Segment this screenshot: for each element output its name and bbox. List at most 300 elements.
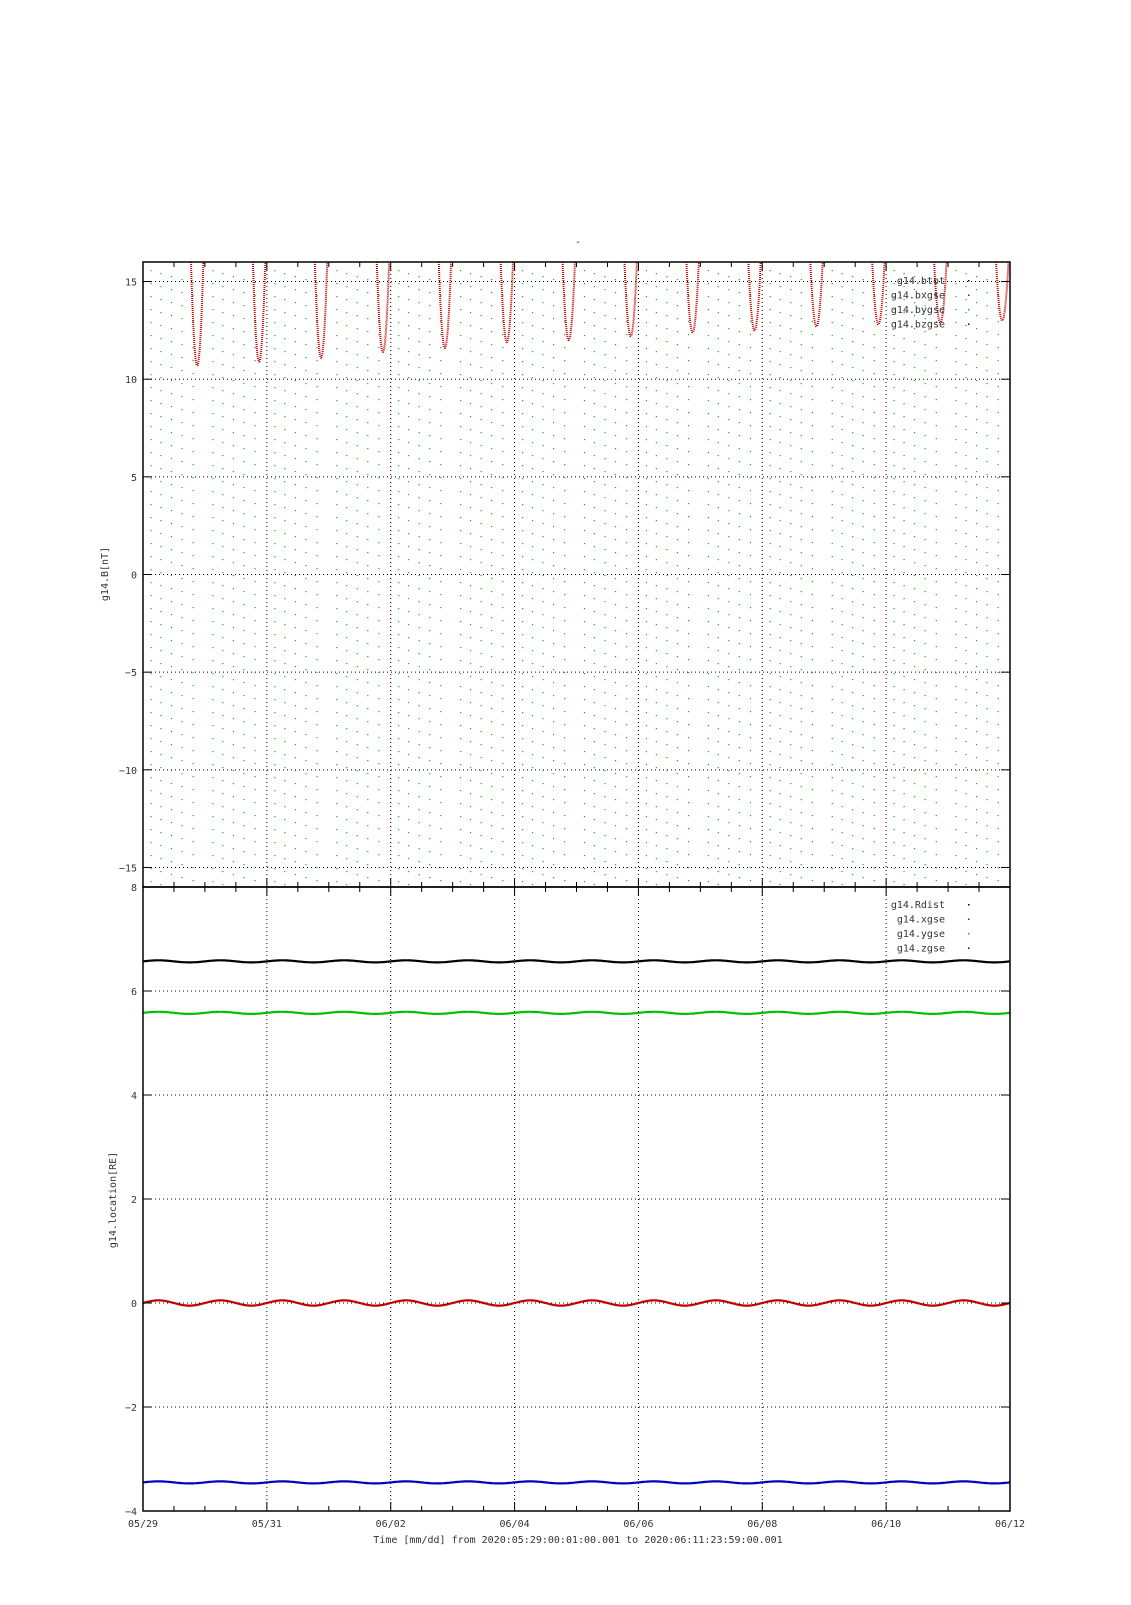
bygse-point: [481, 588, 482, 589]
bygse-point: [181, 396, 182, 397]
bygse-point: [212, 842, 213, 843]
bygse-point: [440, 399, 441, 400]
bygse-point: [491, 630, 492, 631]
bygse-point: [894, 660, 895, 661]
bygse-point: [842, 650, 843, 651]
bygse-point: [718, 845, 719, 846]
bygse-point: [212, 829, 213, 830]
bygse-point: [832, 842, 833, 843]
bygse-point: [594, 702, 595, 703]
bygse-point: [925, 383, 926, 384]
bygse-point: [718, 455, 719, 456]
bygse-point: [790, 822, 791, 823]
bygse-point: [295, 497, 296, 498]
bygse-point: [193, 503, 194, 504]
bygse-point: [274, 361, 275, 362]
bygse-point: [894, 491, 895, 492]
bygse-point: [346, 481, 347, 482]
bygse-point: [553, 526, 554, 527]
bygse-point: [564, 542, 565, 543]
bygse-point: [378, 386, 379, 387]
bygse-point: [718, 442, 719, 443]
bygse-point: [367, 435, 368, 436]
bygse-point: [532, 442, 533, 443]
bygse-point: [780, 663, 781, 664]
bygse-point: [790, 809, 791, 810]
bygse-point: [564, 724, 565, 725]
bygse-point: [739, 630, 740, 631]
bygse-point: [728, 354, 729, 355]
bygse-point: [874, 867, 875, 868]
bygse-point: [502, 763, 503, 764]
bygse-point: [429, 877, 430, 878]
bygse-point: [542, 822, 543, 823]
bygse-point: [812, 542, 813, 543]
bygse-point: [532, 624, 533, 625]
bygse-point: [728, 315, 729, 316]
bygse-point: [708, 400, 709, 401]
bygse-point: [615, 682, 616, 683]
bygse-point: [532, 832, 533, 833]
bygse-point: [150, 322, 151, 323]
bygse-point: [419, 341, 420, 342]
bygse-point: [357, 497, 358, 498]
bygse-point: [491, 864, 492, 865]
bygse-point: [594, 507, 595, 508]
bygse-point: [615, 487, 616, 488]
bygse-point: [470, 832, 471, 833]
bygse-point: [212, 426, 213, 427]
bygse-point: [222, 351, 223, 352]
bygse-point: [274, 569, 275, 570]
bygse-point: [502, 555, 503, 556]
bygse-point: [656, 767, 657, 768]
bygse-point: [440, 451, 441, 452]
bygse-point: [378, 529, 379, 530]
bygse-point: [440, 659, 441, 660]
bygse-point: [542, 289, 543, 290]
bygse-point: [626, 542, 627, 543]
bygse-point: [728, 445, 729, 446]
bygse-point: [708, 309, 709, 310]
bygse-point: [150, 478, 151, 479]
bygse-point: [491, 643, 492, 644]
bygse-point: [336, 855, 337, 856]
bygse-point: [728, 289, 729, 290]
bygse-point: [976, 653, 977, 654]
bygse-point: [965, 351, 966, 352]
bygse-point: [615, 513, 616, 514]
bygse-point: [708, 413, 709, 414]
bygse-point: [295, 731, 296, 732]
bygse-point: [770, 608, 771, 609]
bygse-point: [522, 595, 523, 596]
bygse-point: [274, 790, 275, 791]
bygse-point: [243, 435, 244, 436]
bygse-point: [212, 283, 213, 284]
bygse-point: [863, 331, 864, 332]
bygse-point: [274, 543, 275, 544]
bygse-point: [604, 666, 605, 667]
bygse-point: [894, 790, 895, 791]
bygse-point: [564, 867, 565, 868]
bygse-point: [832, 582, 833, 583]
bygse-point: [357, 406, 358, 407]
bygse-point: [254, 880, 255, 881]
bygse-point: [160, 663, 161, 664]
bygse-point: [615, 565, 616, 566]
bygse-point: [316, 607, 317, 608]
bygse-point: [398, 803, 399, 804]
bygse-point: [750, 711, 751, 712]
bygse-point: [998, 750, 999, 751]
bygse-point: [181, 591, 182, 592]
bygse-point: [903, 754, 904, 755]
bygse-point: [357, 692, 358, 693]
bygse-point: [832, 803, 833, 804]
bygse-point: [470, 884, 471, 885]
bygse-point: [357, 536, 358, 537]
bygse-point: [842, 754, 843, 755]
bygse-point: [460, 855, 461, 856]
bygse-point: [594, 754, 595, 755]
bygse-point: [532, 819, 533, 820]
bygse-point: [780, 702, 781, 703]
bygse-point: [367, 422, 368, 423]
bygse-point: [336, 322, 337, 323]
bygse-point: [998, 399, 999, 400]
bygse-point: [646, 673, 647, 674]
bygse-point: [998, 633, 999, 634]
bygse-point: [584, 387, 585, 388]
bygse-point: [894, 400, 895, 401]
bygse-point: [532, 858, 533, 859]
bygse-point: [502, 581, 503, 582]
bygse-point: [750, 841, 751, 842]
bygse-point: [367, 630, 368, 631]
bygse-point: [986, 760, 987, 761]
bygse-point: [470, 390, 471, 391]
bygse-point: [564, 763, 565, 764]
bygse-point: [367, 604, 368, 605]
bygse-point: [212, 881, 213, 882]
bygse-point: [646, 517, 647, 518]
bygse-point: [790, 380, 791, 381]
bygse-point: [790, 549, 791, 550]
bygse-point: [750, 464, 751, 465]
bygse-point: [160, 429, 161, 430]
bygse-point: [233, 302, 234, 303]
bygse-point: [440, 867, 441, 868]
bygse-point: [925, 682, 926, 683]
bygse-point: [750, 451, 751, 452]
bygse-point: [998, 334, 999, 335]
bygse-point: [780, 637, 781, 638]
bygse-point: [284, 429, 285, 430]
bygse-point: [894, 868, 895, 869]
bygse-point: [801, 734, 802, 735]
bygse-point: [171, 588, 172, 589]
bygse-point: [708, 712, 709, 713]
bygse-point: [832, 764, 833, 765]
bygse-point: [976, 549, 977, 550]
bygse-point: [502, 360, 503, 361]
bygse-point: [780, 533, 781, 534]
bygse-point: [646, 881, 647, 882]
bygse-point: [801, 877, 802, 878]
bygse-point: [594, 455, 595, 456]
bygse-point: [646, 413, 647, 414]
bygse-point: [594, 767, 595, 768]
bygse-point: [728, 575, 729, 576]
bygse-point: [914, 497, 915, 498]
bygse-point: [656, 702, 657, 703]
bygse-point: [780, 611, 781, 612]
bygse-point: [852, 874, 853, 875]
bxgse-dip: [872, 262, 884, 325]
bygse-point: [874, 828, 875, 829]
bygse-point: [378, 373, 379, 374]
bygse-point: [976, 705, 977, 706]
bygse-point: [274, 647, 275, 648]
bygse-point: [398, 673, 399, 674]
bygse-point: [532, 507, 533, 508]
bygse-point: [604, 796, 605, 797]
bygse-point: [336, 348, 337, 349]
y-tick-label: −5: [124, 668, 137, 680]
bygse-point: [346, 468, 347, 469]
bygse-point: [914, 861, 915, 862]
bygse-point: [626, 802, 627, 803]
bygse-point: [233, 575, 234, 576]
bygse-point: [408, 754, 409, 755]
bygse-point: [718, 312, 719, 313]
bygse-point: [160, 507, 161, 508]
bygse-point: [460, 400, 461, 401]
bygse-point: [171, 445, 172, 446]
bygse-point: [677, 513, 678, 514]
bygse-point: [863, 799, 864, 800]
bygse-point: [316, 711, 317, 712]
bygse-point: [274, 270, 275, 271]
bygse-point: [243, 864, 244, 865]
bygse-point: [316, 503, 317, 504]
bygse-point: [171, 835, 172, 836]
bygse-point: [284, 767, 285, 768]
bygse-point: [502, 451, 503, 452]
bygse-point: [316, 698, 317, 699]
bygse-point: [956, 348, 957, 349]
bygse-point: [193, 607, 194, 608]
bygse-point: [284, 793, 285, 794]
bygse-point: [894, 725, 895, 726]
bygse-point: [656, 845, 657, 846]
bygse-point: [925, 695, 926, 696]
bygse-point: [553, 682, 554, 683]
bygse-point: [874, 373, 875, 374]
bygse-point: [316, 854, 317, 855]
bygse-point: [542, 393, 543, 394]
bygse-point: [656, 286, 657, 287]
bygse-point: [419, 315, 420, 316]
bygse-point: [986, 786, 987, 787]
bygse-point: [986, 435, 987, 436]
bygse-point: [284, 273, 285, 274]
bygse-point: [976, 783, 977, 784]
bygse-point: [378, 347, 379, 348]
bygse-point: [222, 559, 223, 560]
bygse-point: [160, 806, 161, 807]
bygse-point: [491, 591, 492, 592]
bygse-point: [956, 491, 957, 492]
bygse-point: [222, 286, 223, 287]
bygse-point: [181, 487, 182, 488]
bygse-point: [584, 517, 585, 518]
bygse-point: [419, 380, 420, 381]
bygse-point: [419, 835, 420, 836]
bygse-point: [357, 562, 358, 563]
bygse-point: [150, 608, 151, 609]
bygse-point: [708, 504, 709, 505]
bygse-point: [398, 621, 399, 622]
bygse-point: [677, 760, 678, 761]
bygse-point: [666, 289, 667, 290]
bygse-point: [852, 354, 853, 355]
bygse-point: [295, 445, 296, 446]
bygse-point: [812, 724, 813, 725]
bygse-point: [936, 698, 937, 699]
bygse-point: [181, 747, 182, 748]
bygse-point: [718, 533, 719, 534]
bygse-point: [212, 335, 213, 336]
bygse-point: [998, 867, 999, 868]
bygse-point: [398, 738, 399, 739]
bygse-point: [965, 533, 966, 534]
bygse-point: [832, 491, 833, 492]
bygse-point: [965, 806, 966, 807]
bygse-point: [346, 520, 347, 521]
bygse-point: [212, 686, 213, 687]
bygse-point: [346, 715, 347, 716]
bygse-point: [903, 494, 904, 495]
bygse-point: [739, 851, 740, 852]
bygse-point: [646, 504, 647, 505]
bygse-point: [470, 715, 471, 716]
bygse-point: [646, 387, 647, 388]
bygse-point: [564, 880, 565, 881]
bygse-point: [780, 364, 781, 365]
bygse-point: [594, 273, 595, 274]
bygse-point: [770, 374, 771, 375]
bygse-point: [852, 315, 853, 316]
bygse-point: [305, 487, 306, 488]
bygse-point: [181, 383, 182, 384]
bygse-point: [243, 292, 244, 293]
bygse-point: [542, 874, 543, 875]
bygse-point: [914, 367, 915, 368]
bygse-point: [584, 296, 585, 297]
bygse-point: [408, 299, 409, 300]
bygse-point: [367, 370, 368, 371]
bygse-point: [336, 400, 337, 401]
bygse-point: [780, 351, 781, 352]
bygse-point: [429, 695, 430, 696]
bygse-point: [903, 741, 904, 742]
bygse-point: [429, 747, 430, 748]
bygse-point: [460, 322, 461, 323]
bygse-point: [193, 776, 194, 777]
bygse-point: [646, 712, 647, 713]
bygse-point: [770, 465, 771, 466]
bygse-point: [812, 711, 813, 712]
bygse-point: [502, 516, 503, 517]
bygse-point: [604, 328, 605, 329]
bygse-point: [750, 412, 751, 413]
bygse-point: [677, 695, 678, 696]
bygse-point: [254, 386, 255, 387]
bygse-point: [718, 806, 719, 807]
bygse-point: [770, 543, 771, 544]
bygse-point: [367, 838, 368, 839]
bygse-point: [233, 497, 234, 498]
bygse-point: [254, 646, 255, 647]
bygse-point: [626, 685, 627, 686]
bygse-point: [812, 659, 813, 660]
bygse-point: [284, 468, 285, 469]
bygse-point: [378, 646, 379, 647]
bygse-point: [295, 783, 296, 784]
bygse-point: [903, 702, 904, 703]
bygse-point: [842, 273, 843, 274]
bygse-point: [429, 305, 430, 306]
bygse-point: [750, 854, 751, 855]
bygse-point: [790, 302, 791, 303]
bygse-point: [254, 789, 255, 790]
bygse-point: [688, 685, 689, 686]
bygse-point: [874, 334, 875, 335]
bygse-point: [532, 650, 533, 651]
bygse-point: [688, 841, 689, 842]
bygse-point: [914, 341, 915, 342]
bygse-point: [812, 425, 813, 426]
bygse-point: [440, 464, 441, 465]
bygse-point: [863, 422, 864, 423]
bygse-point: [532, 780, 533, 781]
bygse-point: [584, 777, 585, 778]
bygse-point: [903, 780, 904, 781]
bygse-point: [863, 643, 864, 644]
bygse-point: [491, 851, 492, 852]
bygse-point: [677, 734, 678, 735]
bygse-point: [419, 744, 420, 745]
bygse-point: [903, 624, 904, 625]
bygse-point: [677, 682, 678, 683]
bygse-point: [656, 403, 657, 404]
bygse-point: [863, 526, 864, 527]
bygse-point: [316, 802, 317, 803]
bygse-point: [378, 568, 379, 569]
bygse-point: [956, 777, 957, 778]
bygse-point: [903, 767, 904, 768]
bygse-point: [812, 763, 813, 764]
bygse-point: [193, 347, 194, 348]
bygse-point: [150, 283, 151, 284]
bygse-point: [284, 364, 285, 365]
bygse-point: [357, 666, 358, 667]
bygse-point: [594, 637, 595, 638]
bygse-point: [863, 318, 864, 319]
bygse-point: [801, 604, 802, 605]
